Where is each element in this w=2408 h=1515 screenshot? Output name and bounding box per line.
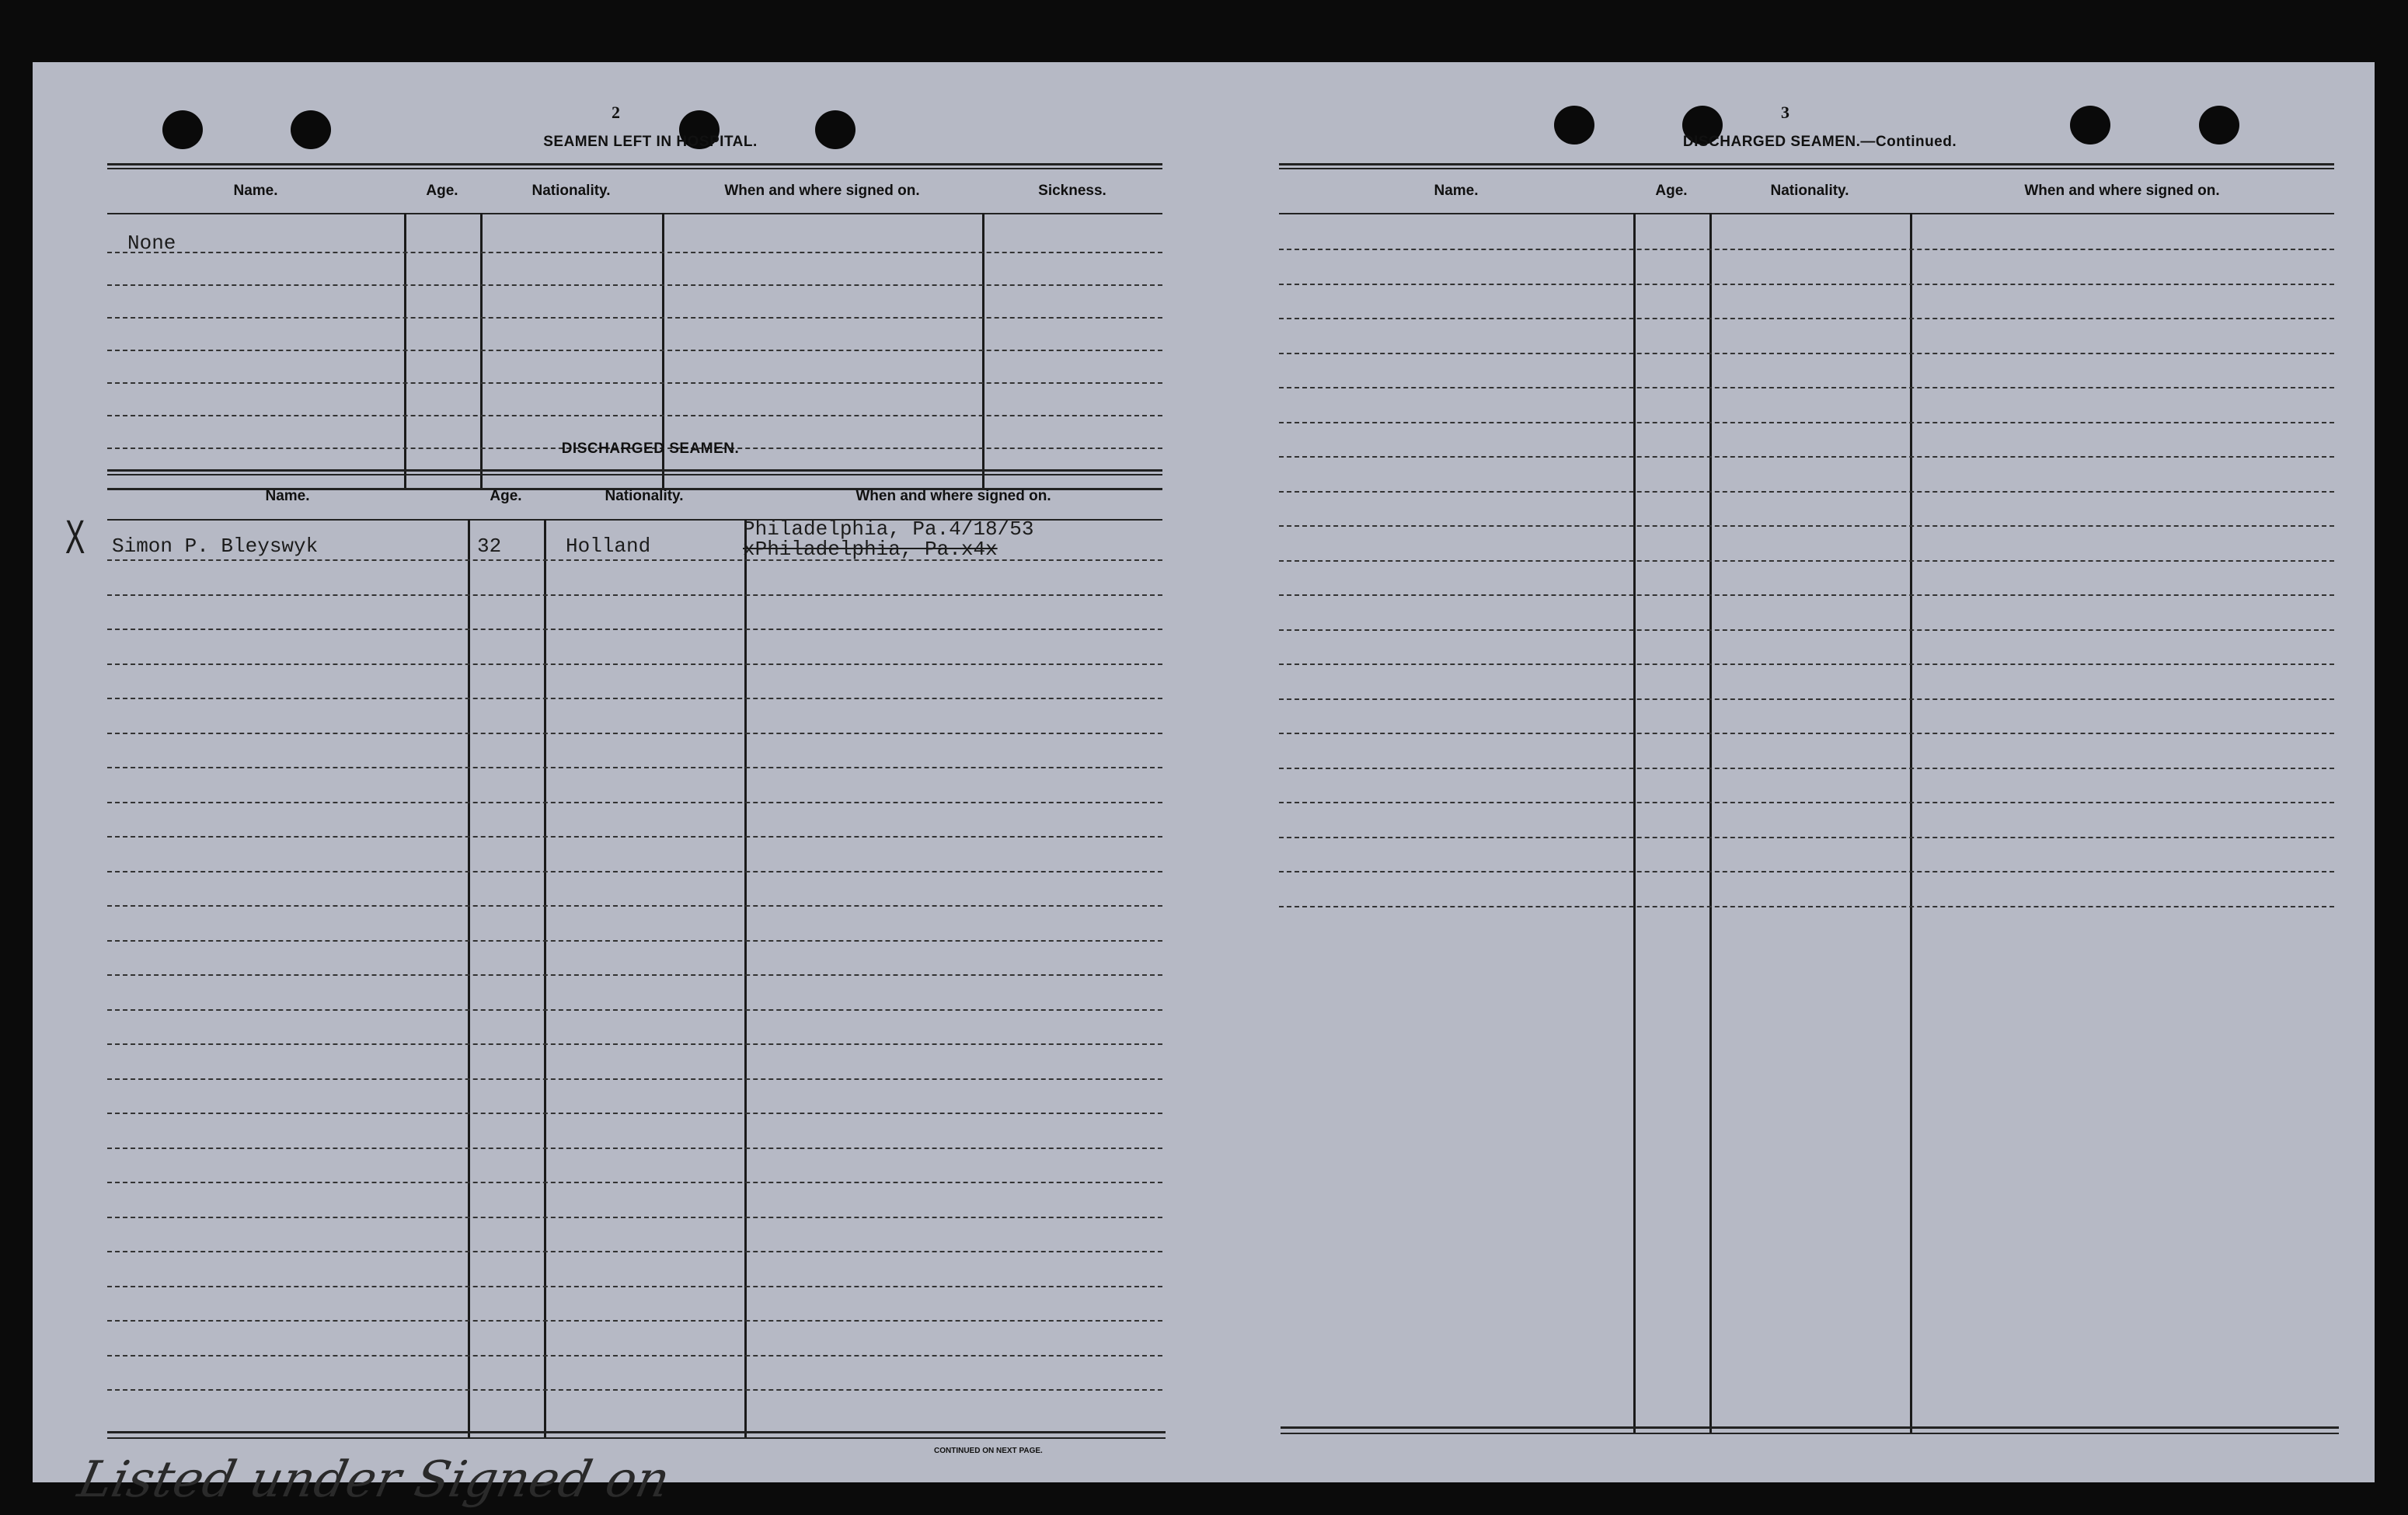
discharged-col-signed-on: When and where signed on. xyxy=(856,488,1051,504)
rule xyxy=(1279,168,2334,169)
ruled-line xyxy=(1279,594,2334,596)
discharged-row-nationality: Holland xyxy=(566,535,651,558)
left-page-number: 2 xyxy=(612,103,620,122)
ruled-line xyxy=(107,1182,1162,1183)
ruled-line xyxy=(107,836,1162,838)
ruled-line xyxy=(107,1217,1162,1218)
rule xyxy=(107,168,1162,169)
column-divider xyxy=(544,519,546,1437)
ruled-line xyxy=(107,1389,1162,1391)
hospital-col-name: Name. xyxy=(233,183,278,199)
ruled-line xyxy=(1279,733,2334,734)
rule xyxy=(1279,163,2334,165)
ruled-line xyxy=(107,1355,1162,1357)
rule xyxy=(107,1431,1166,1433)
ruled-line xyxy=(107,663,1162,665)
rule xyxy=(1279,213,2334,214)
ruled-line xyxy=(1279,871,2334,872)
right-col-nationality: Nationality. xyxy=(1770,183,1849,199)
right-page-title: DISCHARGED SEAMEN.—Continued. xyxy=(1682,134,1957,150)
rule xyxy=(107,163,1162,165)
hospital-col-sickness: Sickness. xyxy=(1038,183,1106,199)
discharged-row-struck-entry: xPhiladelphia, Pa.x4x xyxy=(743,538,998,561)
hospital-row-name: None xyxy=(127,232,176,255)
column-divider xyxy=(1910,213,1912,1434)
right-col-age: Age. xyxy=(1655,183,1688,199)
ruled-line xyxy=(107,559,1162,561)
ruled-line xyxy=(107,733,1162,734)
ruled-line xyxy=(107,252,1162,253)
ruled-line xyxy=(107,350,1162,351)
discharged-col-nationality: Nationality. xyxy=(605,488,684,504)
punch-hole xyxy=(2199,106,2239,145)
rule xyxy=(107,213,1162,214)
right-col-signed-on: When and where signed on. xyxy=(2024,183,2220,199)
ruled-line xyxy=(107,871,1162,872)
column-divider xyxy=(1633,213,1636,1434)
rule xyxy=(1281,1433,2339,1434)
ruled-line xyxy=(1279,422,2334,423)
ruled-line xyxy=(1279,560,2334,562)
ruled-line xyxy=(107,974,1162,976)
ruled-line xyxy=(1279,318,2334,319)
hospital-col-signed-on: When and where signed on. xyxy=(724,183,920,199)
column-divider xyxy=(744,519,747,1437)
discharged-col-age: Age. xyxy=(490,488,522,504)
hospital-section-title: SEAMEN LEFT IN HOSPITAL. xyxy=(543,134,758,150)
ruled-line xyxy=(107,382,1162,384)
continued-note: CONTINUED ON NEXT PAGE. xyxy=(934,1447,1043,1455)
discharged-row-signed-on: Philadelphia, Pa.4/18/53 xyxy=(743,517,1034,541)
ruled-line xyxy=(1279,456,2334,458)
ruled-line xyxy=(107,1320,1162,1322)
ruled-line xyxy=(107,1009,1162,1011)
ruled-line xyxy=(107,594,1162,596)
punch-hole xyxy=(162,110,203,149)
discharged-section-title: DISCHARGED SEAMEN. xyxy=(561,441,740,457)
ruled-line xyxy=(1279,249,2334,250)
right-page-number: 3 xyxy=(1781,103,1789,122)
ruled-line xyxy=(107,317,1162,319)
column-divider xyxy=(468,519,470,1437)
handwritten-note: Listed under Signed on xyxy=(73,1451,675,1509)
ruled-line xyxy=(107,802,1162,803)
ruled-line xyxy=(107,1113,1162,1114)
ruled-line xyxy=(1279,353,2334,354)
ruled-line xyxy=(107,1251,1162,1252)
ruled-line xyxy=(107,1078,1162,1080)
document-sheet xyxy=(33,62,2375,1509)
ruled-line xyxy=(1279,663,2334,665)
ruled-line xyxy=(107,415,1162,416)
ruled-line xyxy=(107,905,1162,907)
ruled-line xyxy=(1279,837,2334,838)
discharged-row-name: Simon P. Bleyswyk xyxy=(112,535,319,558)
ruled-line xyxy=(107,698,1162,699)
ruled-line xyxy=(1279,284,2334,285)
ruled-line xyxy=(1279,387,2334,388)
rule xyxy=(1281,1426,2339,1429)
ruled-line xyxy=(107,629,1162,630)
column-divider xyxy=(1709,213,1712,1434)
rule xyxy=(107,469,1162,472)
rule xyxy=(107,474,1162,475)
ruled-line xyxy=(107,284,1162,286)
ruled-line xyxy=(1279,525,2334,527)
discharged-mark: X xyxy=(65,512,85,565)
ruled-line xyxy=(107,767,1162,768)
ruled-line xyxy=(1279,698,2334,700)
ruled-line xyxy=(1279,906,2334,907)
ruled-line xyxy=(1279,491,2334,493)
discharged-row-age: 32 xyxy=(477,535,502,558)
discharged-col-name: Name. xyxy=(265,488,310,504)
ruled-line xyxy=(107,1043,1162,1045)
rule xyxy=(107,1437,1166,1439)
punch-hole xyxy=(291,110,331,149)
ruled-line xyxy=(1279,768,2334,769)
ruled-line xyxy=(107,1148,1162,1149)
hospital-col-nationality: Nationality. xyxy=(531,183,611,199)
hospital-col-age: Age. xyxy=(426,183,458,199)
ruled-line xyxy=(107,1286,1162,1287)
ruled-line xyxy=(1279,802,2334,803)
ruled-line xyxy=(107,940,1162,942)
right-col-name: Name. xyxy=(1434,183,1479,199)
ruled-line xyxy=(1279,629,2334,631)
